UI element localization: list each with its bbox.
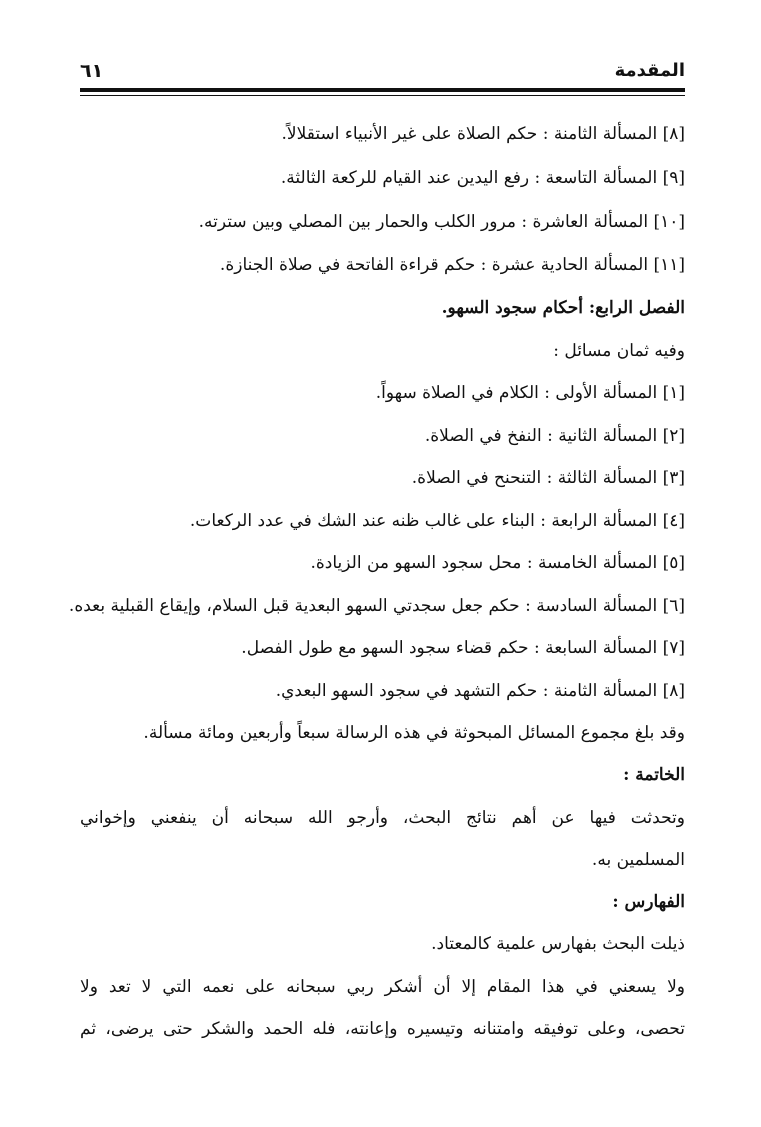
text-line: [١١] المسألة الحادية عشرة : حكم قراءة الفاتحة في صلاة الجنازة. xyxy=(219,255,685,275)
text-line: [٧] المسألة السابعة : حكم قضاء سجود السهو مع طول الفصل. xyxy=(241,638,685,658)
page-header xyxy=(80,60,685,86)
running-title: المقدمة xyxy=(614,60,685,81)
text-line: [٨] المسألة الثامنة : حكم الصلاة على غير الأنبياء استقلالاً. xyxy=(281,124,685,144)
chapter-heading: الفصل الرابع: أحكام سجود السهو. xyxy=(441,298,685,318)
text-line: [٦] المسألة السادسة : حكم جعل سجدتي السهو البعدية قبل السلام، وإيقاع القبلية بعده. xyxy=(68,596,685,616)
header-rule-thin xyxy=(80,95,685,96)
section-heading: الخاتمة : xyxy=(623,765,685,785)
text-line: وتحدثت فيها عن أهم نتائج البحث، وأرجو الله سبحانه أن ينفعني وإخواني xyxy=(80,808,685,828)
text-line: ذيلت البحث بفهارس علمية كالمعتاد. xyxy=(431,934,685,954)
text-line: [٨] المسألة الثامنة : حكم التشهد في سجود السهو البعدي. xyxy=(275,681,685,701)
text-line: [٥] المسألة الخامسة : محل سجود السهو من الزيادة. xyxy=(310,553,685,573)
text-line: تحصى، وعلى توفيقه وامتنانه وتيسيره وإعانته، فله الحمد والشكر حتى يرضى، ثم xyxy=(80,1019,685,1039)
text-line: ولا يسعني في هذا المقام إلا أن أشكر ربي سبحانه على نعمه التي لا تعد ولا xyxy=(80,977,685,997)
text-line: [١٠] المسألة العاشرة : مرور الكلب والحمار بين المصلي وبين سترته. xyxy=(198,212,685,232)
text-line: [١] المسألة الأولى : الكلام في الصلاة سهواً. xyxy=(375,383,685,403)
text-line: [٢] المسألة الثانية : النفخ في الصلاة. xyxy=(424,426,685,446)
text-line: [٤] المسألة الرابعة : البناء على غالب ظنه عند الشك في عدد الركعات. xyxy=(189,511,685,531)
page-number: ٦١ xyxy=(80,60,104,82)
section-heading: الفهارس : xyxy=(612,892,685,912)
text-line: المسلمين به. xyxy=(591,850,685,870)
text-line: [٩] المسألة التاسعة : رفع اليدين عند القيام للركعة الثالثة. xyxy=(280,168,685,188)
text-line: وفيه ثمان مسائل : xyxy=(553,341,685,361)
text-line: [٣] المسألة الثالثة : التنحنح في الصلاة. xyxy=(411,468,685,488)
header-rule-thick xyxy=(80,88,685,92)
text-line: وقد بلغ مجموع المسائل المبحوثة في هذه الرسالة سبعاً وأربعين ومائة مسألة. xyxy=(143,723,685,743)
